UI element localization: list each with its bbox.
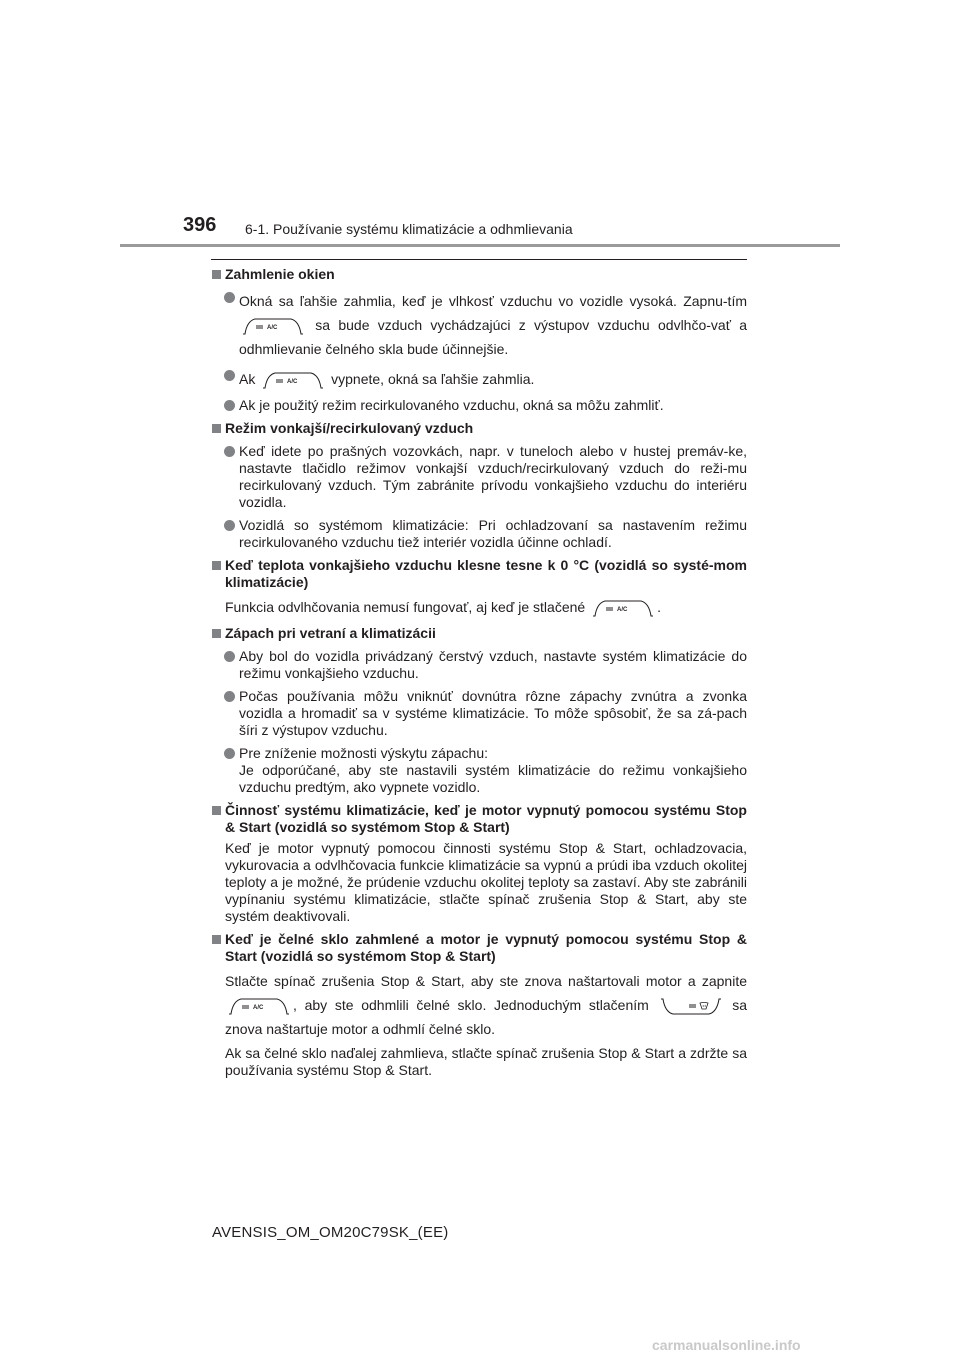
bullet-item: Okná sa ľahšie zahmlia, keď je vlhkosť vzduchu vo vozidle vysoká. Zapnu-tím A/C sa bude vzduch vychádzajúci z výstupov vzduchu odvlhčo-vať a odhmlievanie čelného skla bude účinnejšie. — [211, 289, 747, 361]
svg-text:A/C: A/C — [253, 1004, 264, 1011]
svg-text:A/C: A/C — [267, 324, 278, 331]
round-bullet-icon — [224, 520, 235, 531]
document-code: AVENSIS_OM_OM20C79SK_(EE) — [212, 1224, 449, 1241]
paragraph: Funkcia odvlhčovania nemusí fungovať, aj keď je stlačené A/C . — [225, 599, 661, 615]
ac-button-icon — [593, 600, 653, 617]
page-number: 396 — [183, 214, 217, 236]
header-rule — [120, 244, 840, 247]
square-bullet-icon — [212, 424, 221, 433]
round-bullet-icon — [224, 446, 235, 457]
section-rule — [211, 259, 747, 260]
ac-button-icon — [263, 372, 323, 389]
section-heading: Režim vonkajší/recirkulovaný vzduch — [211, 420, 747, 437]
bullet-item: Aby bol do vozidla privádzaný čerstvý vzduch, nastavte systém klimatizácie do režimu vonkajšieho vzduchu. — [211, 648, 747, 682]
round-bullet-icon — [224, 370, 235, 381]
square-bullet-icon — [212, 935, 221, 944]
section-heading: Činnosť systému klimatizácie, keď je motor vypnutý pomocou systému Stop & Start (vozidlá so systémom Stop & Start) — [211, 802, 747, 836]
watermark: carmanualsonline.info — [652, 1337, 801, 1353]
square-bullet-icon — [212, 806, 221, 815]
svg-text:A/C: A/C — [617, 606, 628, 613]
page-content — [211, 266, 747, 1079]
bullet-item: Keď idete po prašných vozovkách, napr. v tuneloch alebo v hustej premáv-ke, nastavte tlačidlo režimov vonkajší vzduch/recirkulovaný vzduch do reži-mu recirkulovaný vzduch. Tým zabránite prívodu vonkajšieho vzduchu do interiéru vozidla. — [211, 443, 747, 511]
round-bullet-icon — [224, 691, 235, 702]
paragraph: Stlačte spínač zrušenia Stop & Start, aby ste znova naštartovali motor a zapnite A/C , aby ste odhmlili čelné sklo. Jednoduchým stlačením sa znova naštartuje motor a odhmlí čelné sklo. — [225, 973, 747, 1037]
bullet-item: Ak je použitý režim recirkulovaného vzduchu, okná sa môžu zahmliť. — [211, 397, 747, 414]
svg-text:A/C: A/C — [287, 378, 298, 385]
chapter-title: 6-1. Používanie systému klimatizácie a odhmlievania — [245, 221, 573, 237]
round-bullet-icon — [224, 292, 235, 303]
paragraph: Keď je motor vypnutý pomocou činnosti systému Stop & Start, ochladzovacia, vykurovacia a odvlhčovacia funkcie klimatizácie sa vypnú a prúdi iba vzduch okolitej teploty a je možné, že prúdenie vzduchu okolitej teploty sa zastaví. Aby ste zabránili vypínaniu systému klimatizácie, stlačte spínač zrušenia Stop & Start, aby ste systém deaktivovali. — [225, 840, 747, 924]
section-heading: Zahmlenie okien — [211, 266, 747, 283]
square-bullet-icon — [212, 270, 221, 279]
section-heading: Zápach pri vetraní a klimatizácii — [211, 625, 747, 642]
section-heading: Keď je čelné sklo zahmlené a motor je vypnutý pomocou systému Stop & Start (vozidlá so systémom Stop & Start) — [211, 931, 747, 965]
square-bullet-icon — [212, 561, 221, 570]
section-heading: Keď teplota vonkajšieho vzduchu klesne tesne k 0 °C (vozidlá so systé-mom klimatizácie) — [211, 557, 747, 591]
round-bullet-icon — [224, 400, 235, 411]
bullet-item: Vozidlá so systémom klimatizácie: Pri ochladzovaní sa nastavením režimu recirkulovaného vzduchu tiež interiér vozidla účinne ochladí. — [211, 517, 747, 551]
bullet-item: Pre zníženie možnosti výskytu zápachu: Je odporúčané, aby ste nastavili systém klimatizácie do režimu vonkajšieho vzduchu predtým, ako vypnete vozidlo. — [211, 745, 747, 796]
windshield-defogger-button-icon — [661, 998, 721, 1015]
ac-button-icon — [243, 318, 303, 335]
bullet-item: Počas používania môžu vniknúť dovnútra rôzne zápachy zvnútra a zvonka vozidla a hromadiť sa v systéme klimatizácie. To môže spôsobiť, že sa zá-pach šíri z výstupov vzduchu. — [211, 688, 747, 739]
round-bullet-icon — [224, 651, 235, 662]
paragraph: Ak sa čelné sklo naďalej zahmlieva, stlačte spínač zrušenia Stop & Start a zdržte sa používania systému Stop & Start. — [225, 1045, 747, 1078]
round-bullet-icon — [224, 748, 235, 759]
square-bullet-icon — [212, 629, 221, 638]
bullet-item: Ak A/C vypnete, okná sa ľahšie zahmlia. — [211, 367, 747, 391]
ac-button-icon — [229, 998, 289, 1015]
